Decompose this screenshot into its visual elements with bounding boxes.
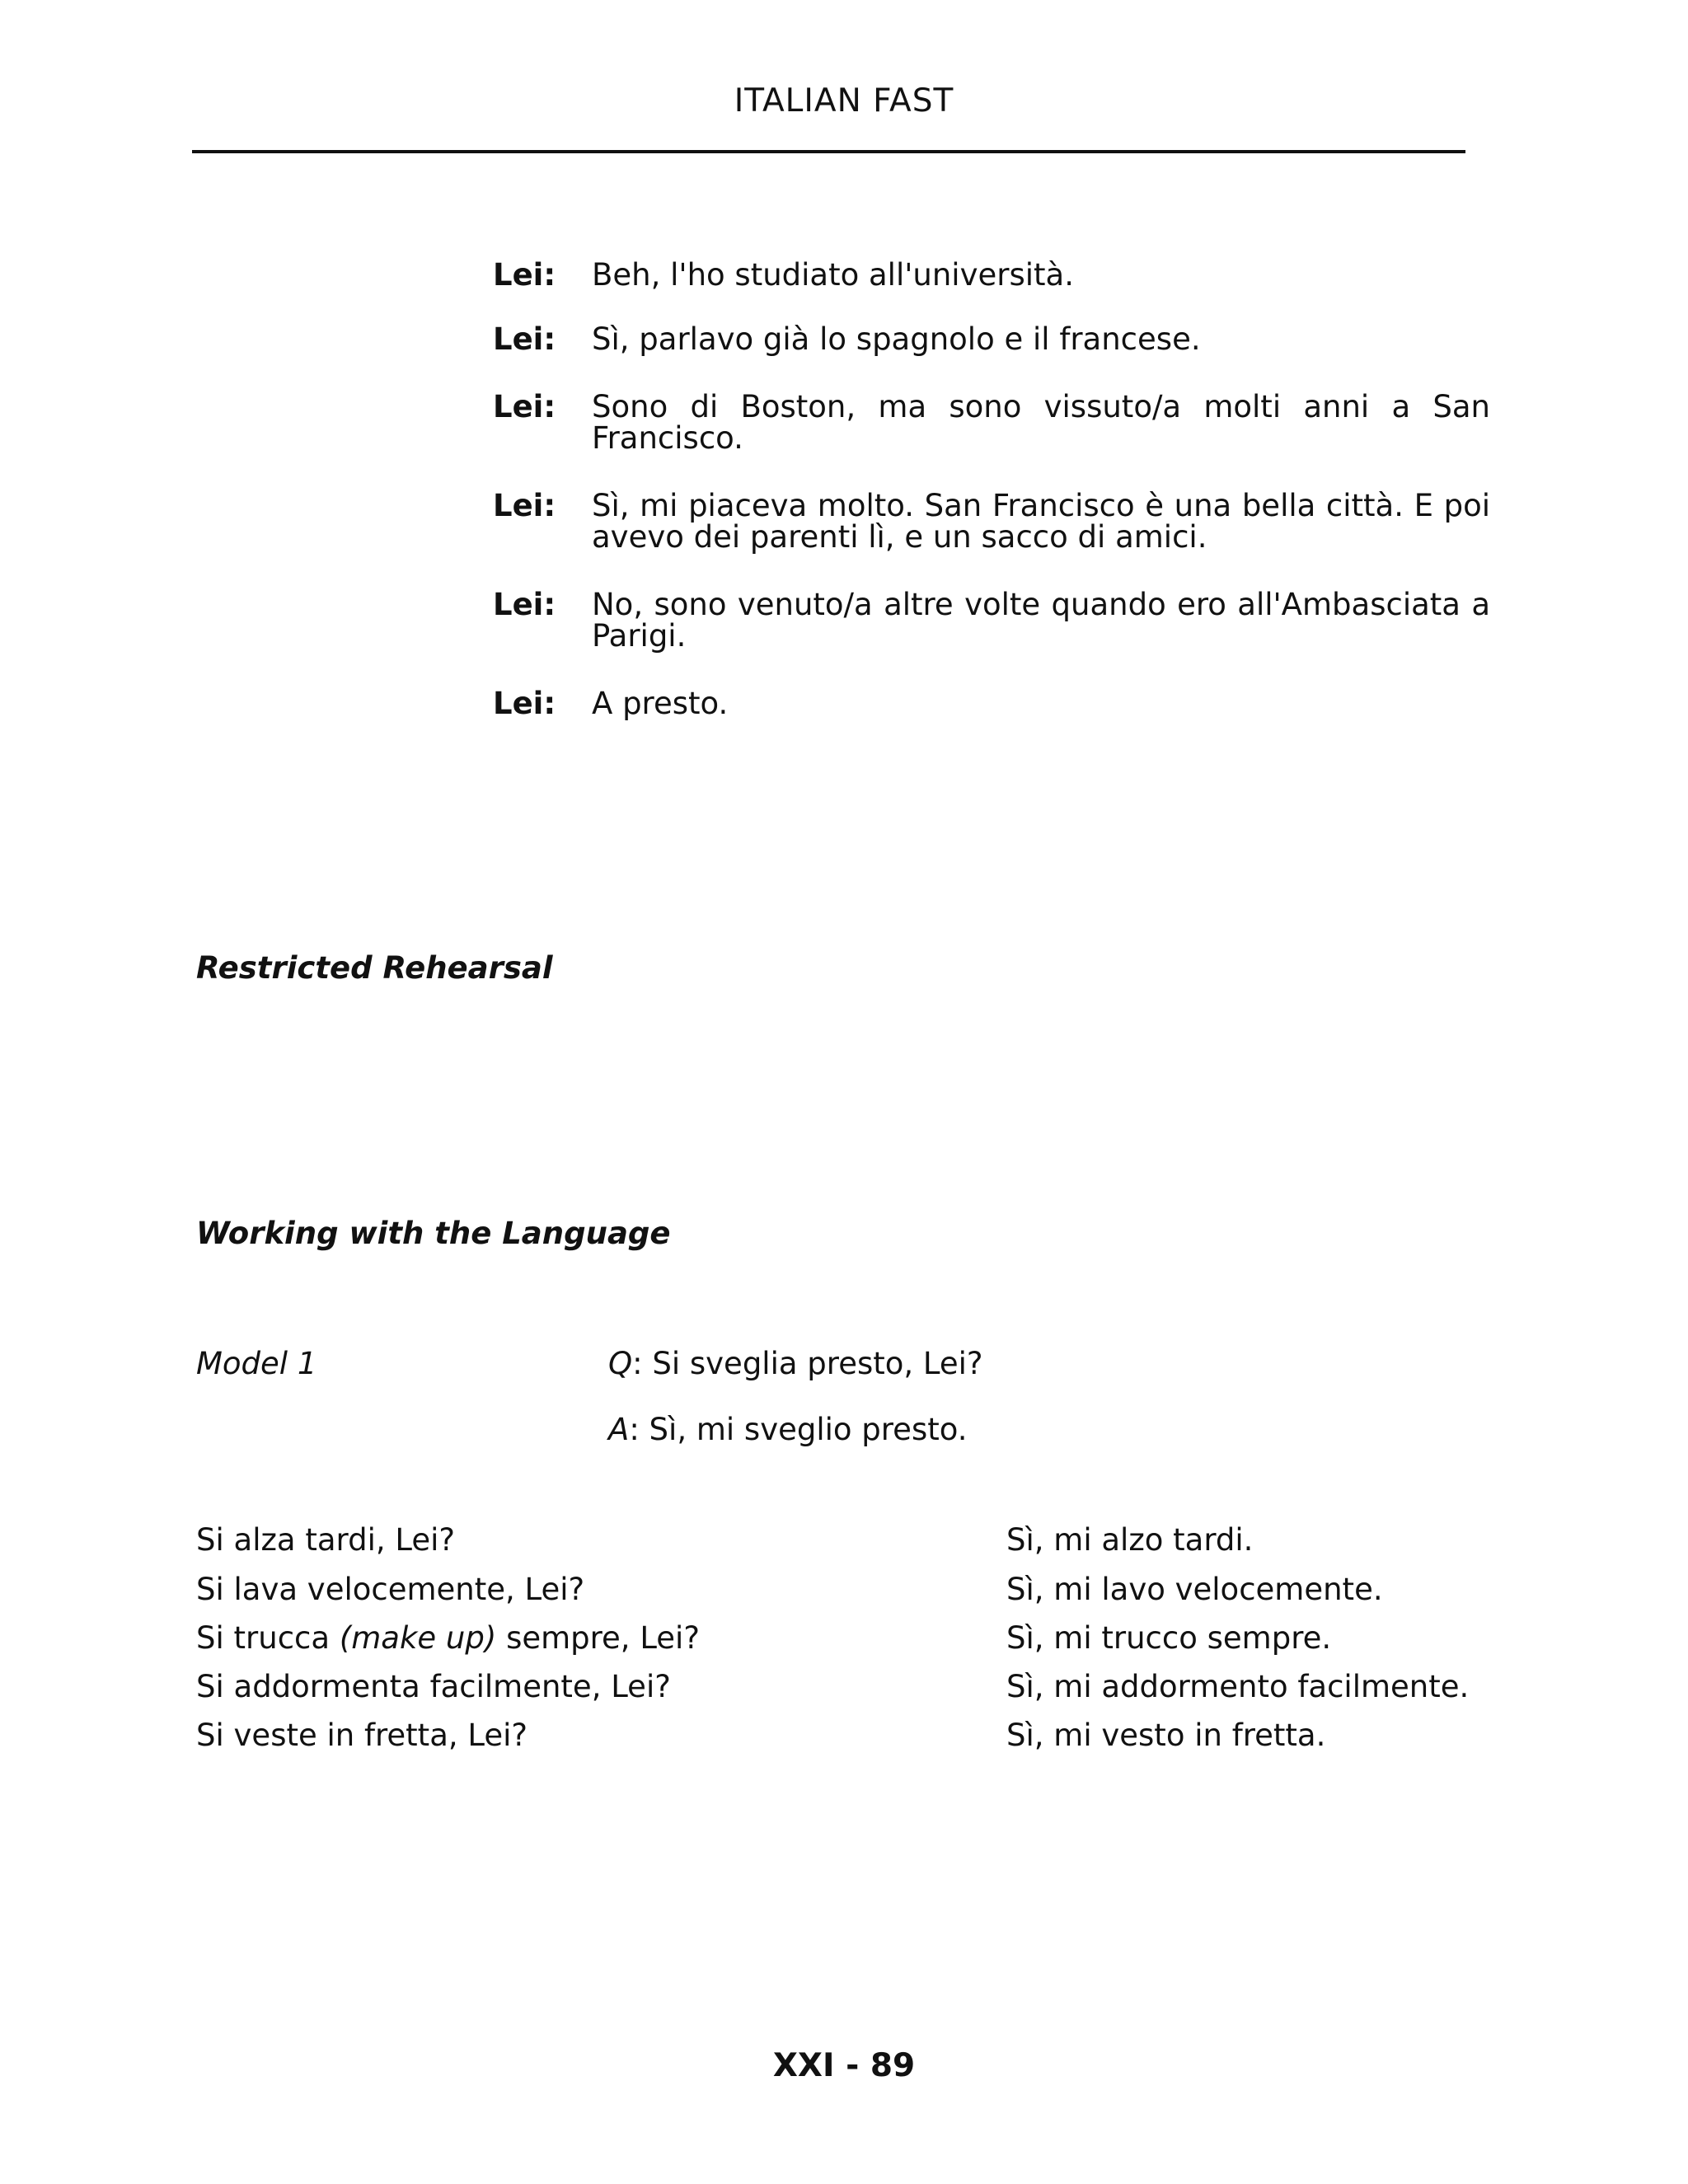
drill-answer: Sì, mi lavo velocemente. [1006, 1572, 1383, 1607]
dialogue-line [493, 688, 1490, 719]
dialogue-speaker: Lei: [493, 257, 556, 293]
dialogue-speaker: Lei: [493, 488, 556, 523]
page-number: XXI - 89 [772, 2047, 916, 2084]
model-label: Model 1 [196, 1346, 317, 1381]
section-heading-working-with-language: Working with the Language [196, 1216, 671, 1251]
question-text: Si sveglia presto, Lei? [652, 1346, 983, 1381]
drill-question: Si addormenta facilmente, Lei? [196, 1669, 671, 1704]
dialogue-line [493, 391, 1490, 454]
answer-tag: A [608, 1412, 630, 1447]
header-rule [192, 150, 1465, 153]
drill-answer: Sì, mi addormento facilmente. [1006, 1669, 1470, 1704]
dialogue-text: Sono di Boston, ma sono vissuto/a molti anni a San Francisco. [592, 389, 1490, 456]
dialogue-text: A presto. [592, 686, 729, 721]
model-question [608, 1346, 983, 1381]
drill-question: Si lava velocemente, Lei? [196, 1572, 585, 1607]
drill-answer: Sì, mi vesto in fretta. [1006, 1718, 1326, 1753]
dialogue-line [493, 589, 1490, 652]
answer-text: Sì, mi sveglio presto. [649, 1412, 968, 1447]
dialogue-text: No, sono venuto/a altre volte quando ero all'Ambasciata a Parigi. [592, 587, 1490, 654]
section-heading-restricted-rehearsal: Restricted Rehearsal [196, 950, 553, 986]
dialogue-line [493, 257, 1490, 293]
drill-question: Si trucca (make up) sempre, Lei? [196, 1620, 700, 1656]
drill-answer: Sì, mi alzo tardi. [1006, 1522, 1254, 1558]
dialogue-speaker: Lei: [493, 686, 556, 721]
dialogue-line [493, 321, 1490, 357]
dialogue-speaker: Lei: [493, 389, 556, 424]
drill-answer: Sì, mi trucco sempre. [1006, 1620, 1332, 1656]
page-header-title: ITALIAN FAST [734, 82, 954, 120]
dialogue-speaker: Lei: [493, 587, 556, 622]
dialogue-text: Sì, mi piaceva molto. San Francisco è una bella città. E poi avevo dei parenti lì, e un sacco di amici. [592, 488, 1490, 555]
dialogue-speaker: Lei: [493, 321, 556, 357]
qa-colon: : [632, 1346, 653, 1381]
qa-colon: : [629, 1412, 649, 1447]
drill-question: Si veste in fretta, Lei? [196, 1718, 528, 1753]
model-answer [608, 1412, 967, 1447]
drill-question: Si alza tardi, Lei? [196, 1522, 456, 1558]
dialogue-text: Beh, l'ho studiato all'università. [592, 257, 1074, 293]
question-tag: Q [608, 1346, 633, 1381]
dialogue-text: Sì, parlavo già lo spagnolo e il francese. [592, 321, 1201, 357]
dialogue-line [493, 490, 1490, 553]
